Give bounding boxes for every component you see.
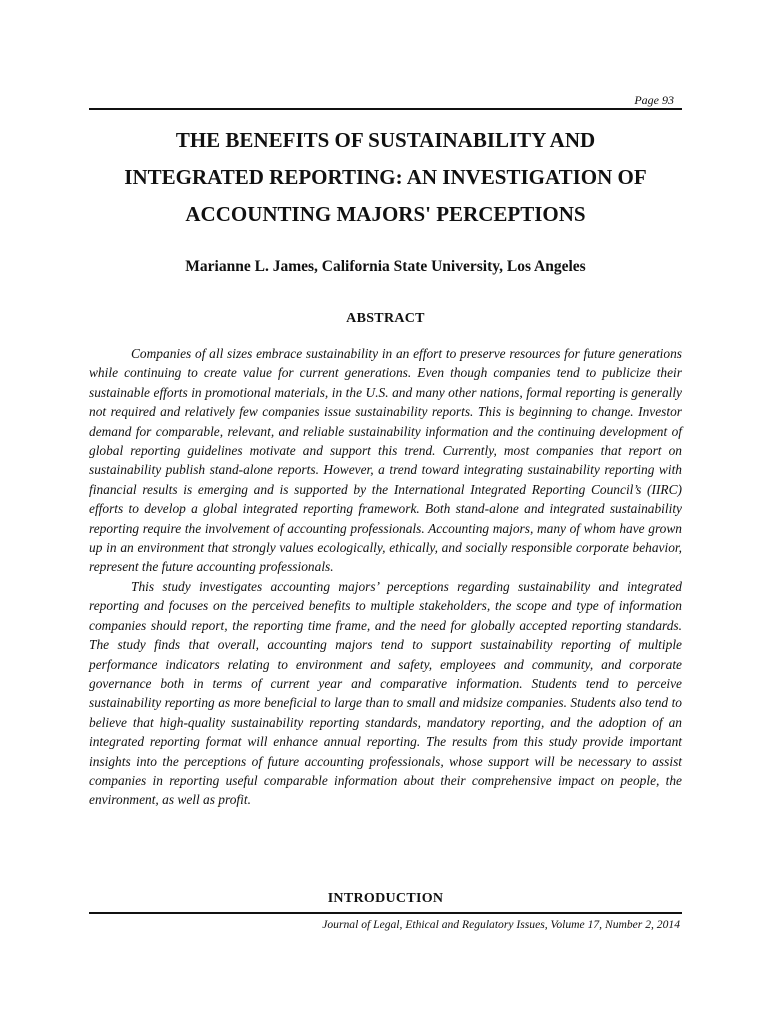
title-line-1: THE BENEFITS OF SUSTAINABILITY AND [175, 128, 596, 152]
title-line-2: INTEGRATED REPORTING: AN INVESTIGATION OF [124, 165, 647, 189]
abstract-body [89, 344, 682, 810]
page-number: Page 93 [634, 93, 674, 107]
abstract-paragraph-2: This study investigates accounting majors’ perceptions regarding sustainability and integrated reporting and focuses on the perceived benefits to multiple stakeholders, the scope and type of information companies should report, the reporting time frame, and the need for globally accepted reporting standards. The study finds that overall, accounting majors tend to support sustainability reporting of multiple performance indicators relating to environment and safety, employees and community, and corporate governance both in terms of current year and comparative information. Students tend to perceive sustainability reporting as more beneficial to large than to small and midsize companies. Students also tend to believe that high-quality sustainability reporting standards, mandatory reporting, and the adoption of an integrated reporting format will enhance annual reporting. The results from this study provide important insights into the perceptions of future accounting professionals, whose support will be necessary to assist companies in reporting useful comparable information about their comprehensive impact on people, the environment, as well as profit. [89, 578, 682, 808]
introduction-heading: INTRODUCTION [327, 891, 444, 906]
author-line: Marianne L. James, California State University, Los Angeles [185, 258, 586, 275]
paper-title [89, 122, 682, 233]
header-rule [89, 108, 682, 110]
abstract-heading: ABSTRACT [346, 311, 425, 326]
footer-rule [89, 912, 682, 914]
title-line-3: ACCOUNTING MAJORS' PERCEPTIONS [185, 202, 586, 226]
abstract-paragraph-1: Companies of all sizes embrace sustainability in an effort to preserve resources for future generations while continuing to create value for current generations. Even though companies tend to publicize their sustainable efforts in promotional materials, in the U.S. and many other nations, formal reporting is generally not required and relatively few companies issue sustainability reports. This is beginning to change. Investor demand for comparable, relevant, and reliable sustainability information and the continuing development of global reporting guidelines motivate and support this trend. Currently, most companies that report on sustainability publish stand-alone reports. However, a trend toward integrating sustainability reporting with financial results is emerging and is supported by the International Integrated Reporting Council’s (IIRC) efforts to develop a global integrated reporting framework. Both stand-alone and integrated sustainability reporting require the involvement of accounting professionals. Accounting majors, many of whom have grown up in an environment that strongly values ecologically, ethically, and socially responsible corporate behavior, represent the future accounting professionals. [89, 346, 682, 575]
journal-footer: Journal of Legal, Ethical and Regulatory Issues, Volume 17, Number 2, 2014 [322, 918, 680, 931]
